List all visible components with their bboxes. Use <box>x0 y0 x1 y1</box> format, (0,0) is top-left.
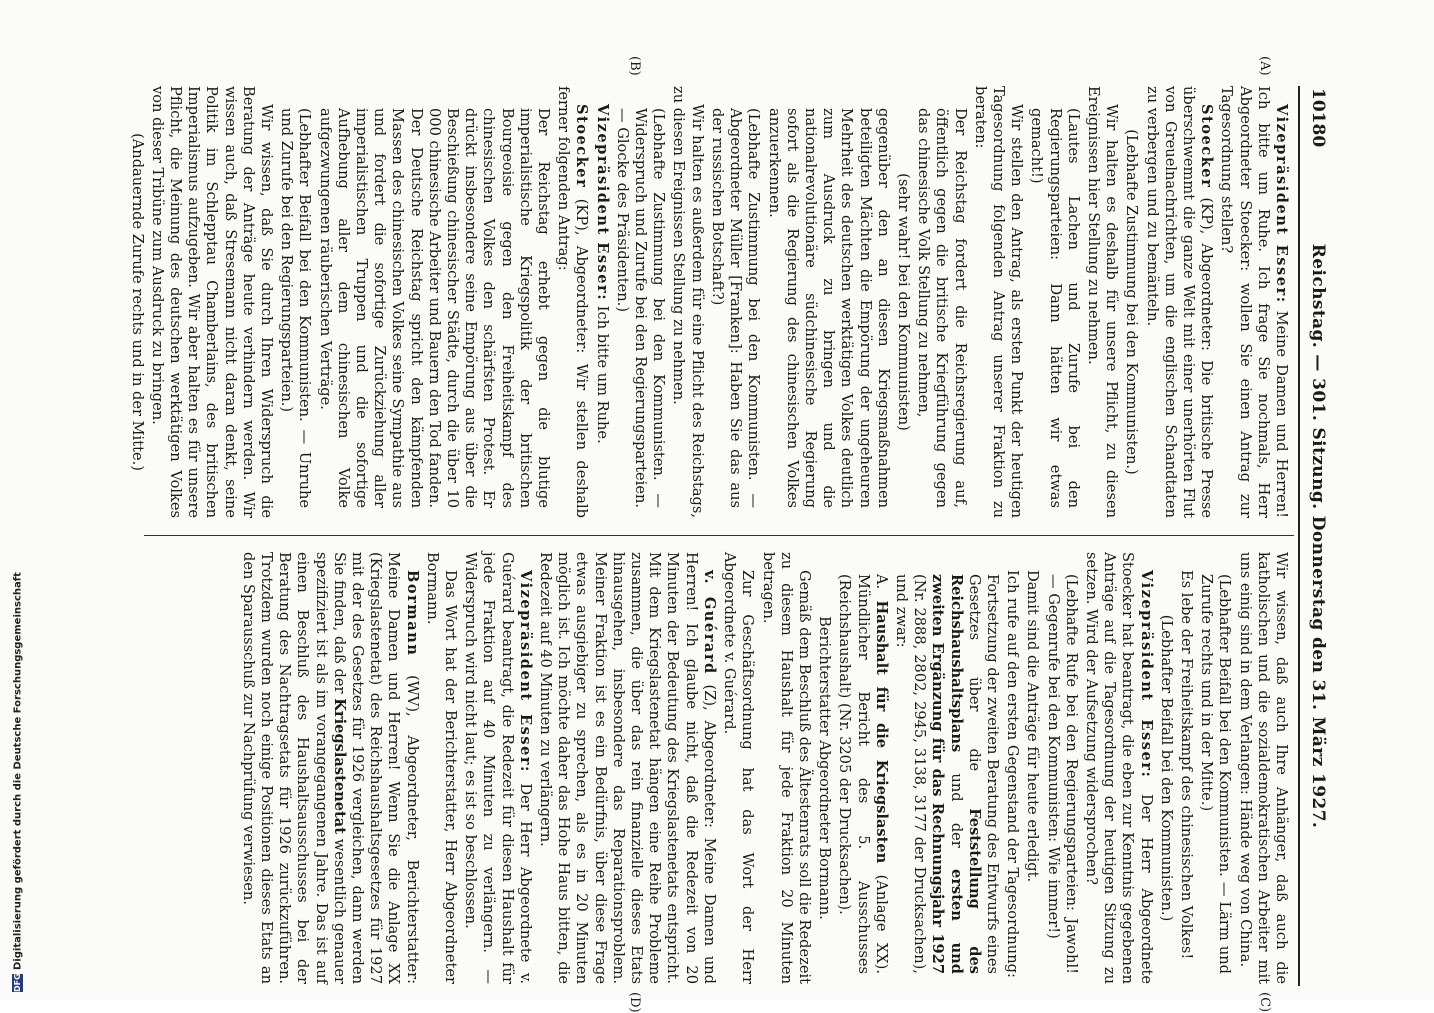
credit-text: Digitalisierung gefördert durch die Deutsche Forschungsgemeinschaft <box>12 572 24 970</box>
paragraph <box>239 552 421 984</box>
paragraph <box>536 552 718 984</box>
speaker-name: Vizepräsident Esser: <box>1137 570 1155 779</box>
speech-text: (WV), Abgeordneter, Berichterstatter: Meine Damen und Herren! Wenn Sie die Anlage XX (Kriegslastenetat) des Reichshaushaltsgesetzes für 1927 mit der des Gesetzes für 1926 vergleichen, dann werden Sie finden, daß der <box>330 552 421 984</box>
speech-text: (KP), Abgeordneter: Wir stellen deshalb ferner folgenden Antrag: <box>555 86 591 518</box>
interjection: (Lautes Lachen und Zurufe bei den Regierungsparteien: Dann hätten wir etwas gemacht!) <box>1028 108 1082 508</box>
interjection: (Lebhafte Zustimmung bei den Kommunisten.) <box>1123 129 1141 475</box>
margin-marker-a: (A) <box>1257 56 1272 76</box>
paragraph: Wir stellen den Antrag, als ersten Punkt der heutigen Tagesordnung folgenden Antrag unserer Fraktion zu beraten: <box>971 86 1026 518</box>
speech-text: Der Herr Abgeordnete v. Guérard beantragt, die Redezeit für diesen Haushalt für jede Fraktion auf 40 Minuten zu verlängern. — Widerspruch wird nicht laut; es ist so beschlossen. <box>462 552 534 984</box>
margin-marker-b: (B) <box>627 56 642 76</box>
paragraph <box>461 552 534 984</box>
speaker-name: v. Guérard <box>700 570 718 675</box>
agenda-text: Fortsetzung der zweiten Beratung des Entwurfs eines Gesetzes über die <box>965 574 1001 974</box>
speaker-name: Vizepräsident Esser: <box>516 570 534 773</box>
agenda-bold: Haushalt für die Kriegslasten <box>872 600 890 864</box>
digitization-credit <box>12 572 24 992</box>
agenda-item <box>892 552 1001 984</box>
agenda-text: (Nr. 2888, 2802, 2945, 3138, 3177 der Drucksachen), und zwar: <box>892 574 929 974</box>
agenda-bold: Feststellung des Reichshaushaltsplans <box>947 574 983 974</box>
speaker-name: Vizepräsident Esser: <box>593 104 611 302</box>
interjection: (Lebhafter Beifall bei den Kommunisten. — Unruhe und Zurufe bei den Regierungsparteien.) <box>278 108 314 508</box>
speech-text: (KP), Abgeordneter: Die britische Presse überschwemmt die ganze Welt mit einer unerhörten Flut von Greuelnachrichten, um die englischen Schandtaten zu verbergen und zu bemänteln. <box>1143 86 1216 518</box>
paragraph: Ich rufe auf den ersten Gegenstand der Tagesordnung: <box>1004 570 1022 978</box>
speech-text: Ich bitte um Ruhe. <box>593 301 611 444</box>
page-header <box>1302 86 1332 986</box>
interjection: (Lebhafte Zustimmung bei den Kommunisten. — Abgeordneter Müller [Franken]: Haben Sie das aus der russischen Botschaft?) <box>708 108 763 508</box>
paragraph: Zur Geschäftsordnung hat das Wort der Herr Abgeordnete v. Guérard. <box>721 552 757 984</box>
speech-bold: Kriegslastenetat <box>330 698 348 834</box>
agenda-bold: ersten und zweiten Ergänzung für das Rechnungsjahr 1927 <box>929 574 965 974</box>
speech-text: Der Herr Abgeordnete Stoecker hat beantragt, die eben zur Kenntnis gegebenen Anträge auf die Tagesordnung der heutigen Sitzung zu setzen. Wird der Aufsetzung widersprochen? <box>1082 552 1155 984</box>
agenda-text: (Anlage XX). Mündlicher Bericht des 5. Ausschusses (Reichshaushalt) (Nr. 3205 der Drucksachen). <box>836 574 890 974</box>
paragraph <box>1217 86 1290 518</box>
margin-marker-d: (D) <box>627 992 642 1013</box>
interjection: (Lebhafter Beifall bei den Kommunisten. — Lärm und Zurufe rechts und in der Mitte.) <box>1198 574 1234 974</box>
running-head: Reichstag. — 301. Sitzung. Donnerstag den 31. März 1927. <box>1308 243 1328 829</box>
interjection: (Lebhafter Beifall bei den Kommunisten.) <box>1157 614 1175 922</box>
agenda-text: und der <box>947 752 965 870</box>
agenda-item <box>835 552 890 984</box>
paragraph: Wir wissen, daß Sie durch Ihren Widerspruch die Beratung der Anträge heute verhindern werden. Wir wissen auch, daß Stresemann nicht daran denkt, seine Politik im Schlepptau Chamberlains, des britischen Imperialismus aufzugeben. Wir aber halten es für unsere Pflicht, die Meinung des deutschen werktätigen Volkes von dieser Tribüne zum Ausdruck zu bringen. <box>148 86 276 518</box>
paragraph: Damit sind die Anträge für heute erledigt. <box>1024 570 1042 883</box>
paragraph: Es lebe der Freiheitskampf des chinesischen Volkes! <box>1177 570 1195 960</box>
left-column <box>128 86 1290 518</box>
interjection: (sehr wahr! bei den Kommunisten) <box>894 173 912 431</box>
paragraph <box>554 86 590 518</box>
paragraph: Wir halten es deshalb für unsere Pflicht, zu diesen Ereignissen hier Stellung zu nehmen. <box>1084 86 1121 518</box>
paragraph <box>1142 86 1215 518</box>
interjection: (Andauernde Zurufe rechts und in der Mitte.) <box>128 133 146 471</box>
motion-text: gegenüber den an diesen Kriegsmaßnahmen beteiligten Mächten die Empörung der ungeheuren Mehrheit des deutschen werktätigen Volkes deutlich zum Ausdruck zu bringen und die nationalrevolutionäre südchinesische Regierung sofort als die Regierung des chinesischen Volkes anzuerkennen. <box>765 108 892 508</box>
margin-marker-c: (C) <box>1257 992 1272 1013</box>
paragraph: Das Wort hat der Berichterstatter, Herr Abgeordneter Bormann. <box>423 552 460 984</box>
paragraph: Gemäß dem Beschluß des Ältestenrats soll die Redezeit zu diesem Haushalt für jede Fraktion 20 Minuten betragen. <box>759 552 813 984</box>
rotated-printed-page <box>102 56 1332 1013</box>
page-number: 10180 <box>1308 88 1328 148</box>
interjection: (Lebhafte Zustimmung bei den Kommunisten. — Widerspruch und Zurufe bei den Regierungsparteien. — Glocke des Präsidenten.) <box>613 108 668 508</box>
dfg-logo: DFG <box>13 973 22 992</box>
rapporteur-line: Berichterstatter Abgeordneter Bormann. <box>816 616 834 920</box>
right-column <box>150 552 1290 984</box>
speech-text: wesentlich genauer spezifiziert ist als im vorangegangenen Jahre. Das ist auf einen Beschluß des Haushaltsausschusses bei der Beratung des Nachtragsetats für 1926 zurückzuführen. Trotzdem wurden noch einige Positionen dieses Etats an den Sparausschuß zur Nachprüfung verwiesen. <box>239 552 348 984</box>
agenda-text: A. <box>872 574 890 601</box>
motion-text: Der Reichstag fordert die Reichsregierung auf, öffentlich gegen die britische Kriegführung gegen das chinesische Volk Stellung zu nehmen, <box>915 108 969 508</box>
speech-text: Meine Damen und Herren! Ich bitte um Ruhe. Ich frage Sie nochmals, Herr Abgeordneter Stoecker: wollen Sie einen Antrag zur Tagesordnung stellen? <box>1218 86 1290 518</box>
speech-text: (Z), Abgeordneter: Meine Damen und Herren! Ich glaube nicht, daß die Redezeit von 20 Minuten der Bedeutung des Kriegslastenetats entspricht. Mit dem Kriegslastenetat hängen eine Reihe Probleme zusammen, die über das rein finanzielle dieses Etats hinausgehen, insbesondere das Reparationsproblem. Meiner Fraktion ist es ein Bedürfnis, über diese Frage etwas ausgiebiger zu sprechen, als es in 20 Minuten möglich ist. Ich möchte daher das Hohe Haus bitten, die Redezeit auf 40 Minuten zu verlängern. <box>537 552 718 984</box>
header-rule <box>1298 86 1300 986</box>
speaker-name: Stoecker <box>1198 104 1216 189</box>
paragraph <box>592 86 610 518</box>
paragraph: Wir halten es außerdem für eine Pflicht des Reichstags, zu diesen Ereignissen Stellung zu nehmen. <box>670 86 706 518</box>
interjection: (Lebhafte Rufe bei den Regierungsparteien: Jawohl! — Gegenrufe bei den Kommunisten: Wie immer!) <box>1044 574 1080 974</box>
paragraph: Wir wissen, daß auch Ihre Anhänger, daß auch die katholischen und die sozialdemokratischen Arbeiter mit uns einig sind in dem Verlangen: Hände weg von China. <box>1236 552 1290 984</box>
column-divider <box>144 535 1294 536</box>
paragraph <box>1082 552 1155 984</box>
speaker-name: Bormann <box>403 570 421 657</box>
speaker-name: Vizepräsident Esser: <box>1273 104 1290 304</box>
speaker-name: Stoecker <box>573 104 591 189</box>
motion-text: Der Reichstag erhebt gegen die blutige imperialistische Kriegspolitik der britischen Bourgeoisie gegen den Freiheitskampf des chinesischen Volkes den schärfsten Protest. Er drückt insbesondere seine Empörung aus über die Beschießung chinesischer Städte, durch die über 10 000 chinesische Arbeiter und Bauern den Tod fanden. Der Deutsche Reichstag spricht den kämpfenden Massen des chinesischen Volkes seine Sympathie aus und fordert die sofortige Zurückziehung aller imperialistischen Truppen und die sofortige Aufhebung aller dem chinesischen Volke aufgezwungenen räuberischen Verträge. <box>316 108 553 508</box>
